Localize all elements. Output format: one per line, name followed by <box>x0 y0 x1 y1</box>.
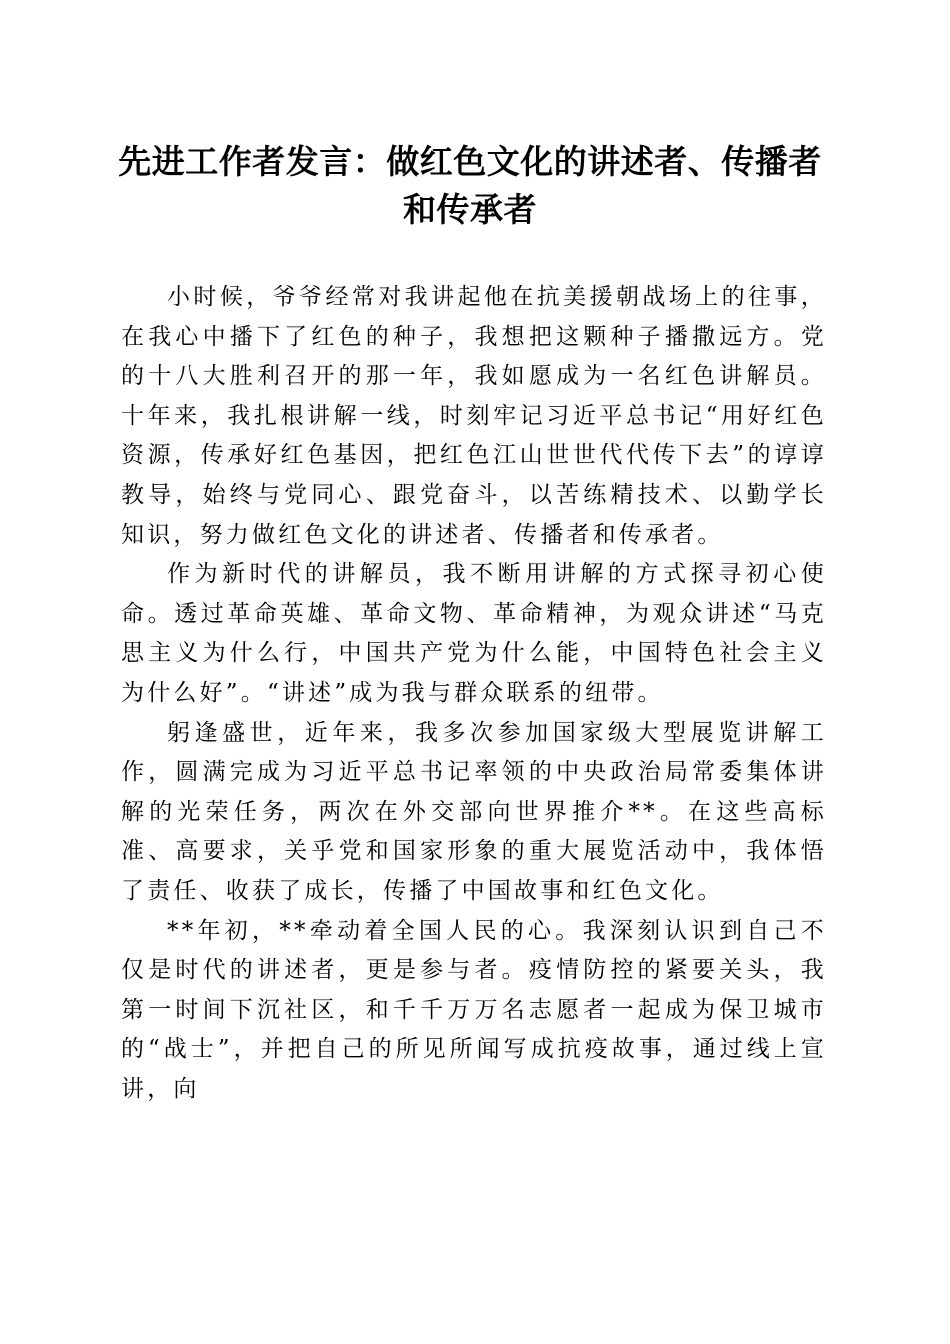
paragraph: 作为新时代的讲解员，我不断用讲解的方式探寻初心使命。透过革命英雄、革命文物、革命精神，为观众讲述“马克思主义为什么行，中国共产党为什么能，中国特色社会主义为什么好”。“讲述”成为我与群众联系的纽带。 <box>121 561 827 706</box>
paragraph: **年初，**牵动着全国人民的心。我深刻认识到自己不仅是时代的讲述者，更是参与者。疫情防控的紧要关头，我第一时间下沉社区，和千千万万名志愿者一起成为保卫城市的“战士”，并把自己的所见所闻写成抗疫故事，通过线上宣讲，向 <box>121 917 827 1102</box>
paragraph: 小时候，爷爷经常对我讲起他在抗美援朝战场上的往事，在我心中播下了红色的种子，我想把这颗种子播撒远方。党的十八大胜利召开的那一年，我如愿成为一名红色讲解员。十年来，我扎根讲解一线，时刻牢记习近平总书记“用好红色资源，传承好红色基因，把红色江山世世代代传下去”的谆谆教导，始终与党同心、跟党奋斗，以苦练精技术、以勤学长知识，努力做红色文化的讲述者、传播者和传承者。 <box>121 284 827 548</box>
paragraph: 躬逢盛世，近年来，我多次参加国家级大型展览讲解工作，圆满完成为习近平总书记率领的中央政治局常委集体讲解的光荣任务，两次在外交部向世界推介**。在这些高标准、高要求，关乎党和国家形象的重大展览活动中，我体悟了责任、收获了成长，传播了中国故事和红色文化。 <box>121 719 827 904</box>
document-body <box>121 278 827 1109</box>
document-title: 先进工作者发言：做红色文化的讲述者、传播者和传承者 <box>118 142 822 229</box>
